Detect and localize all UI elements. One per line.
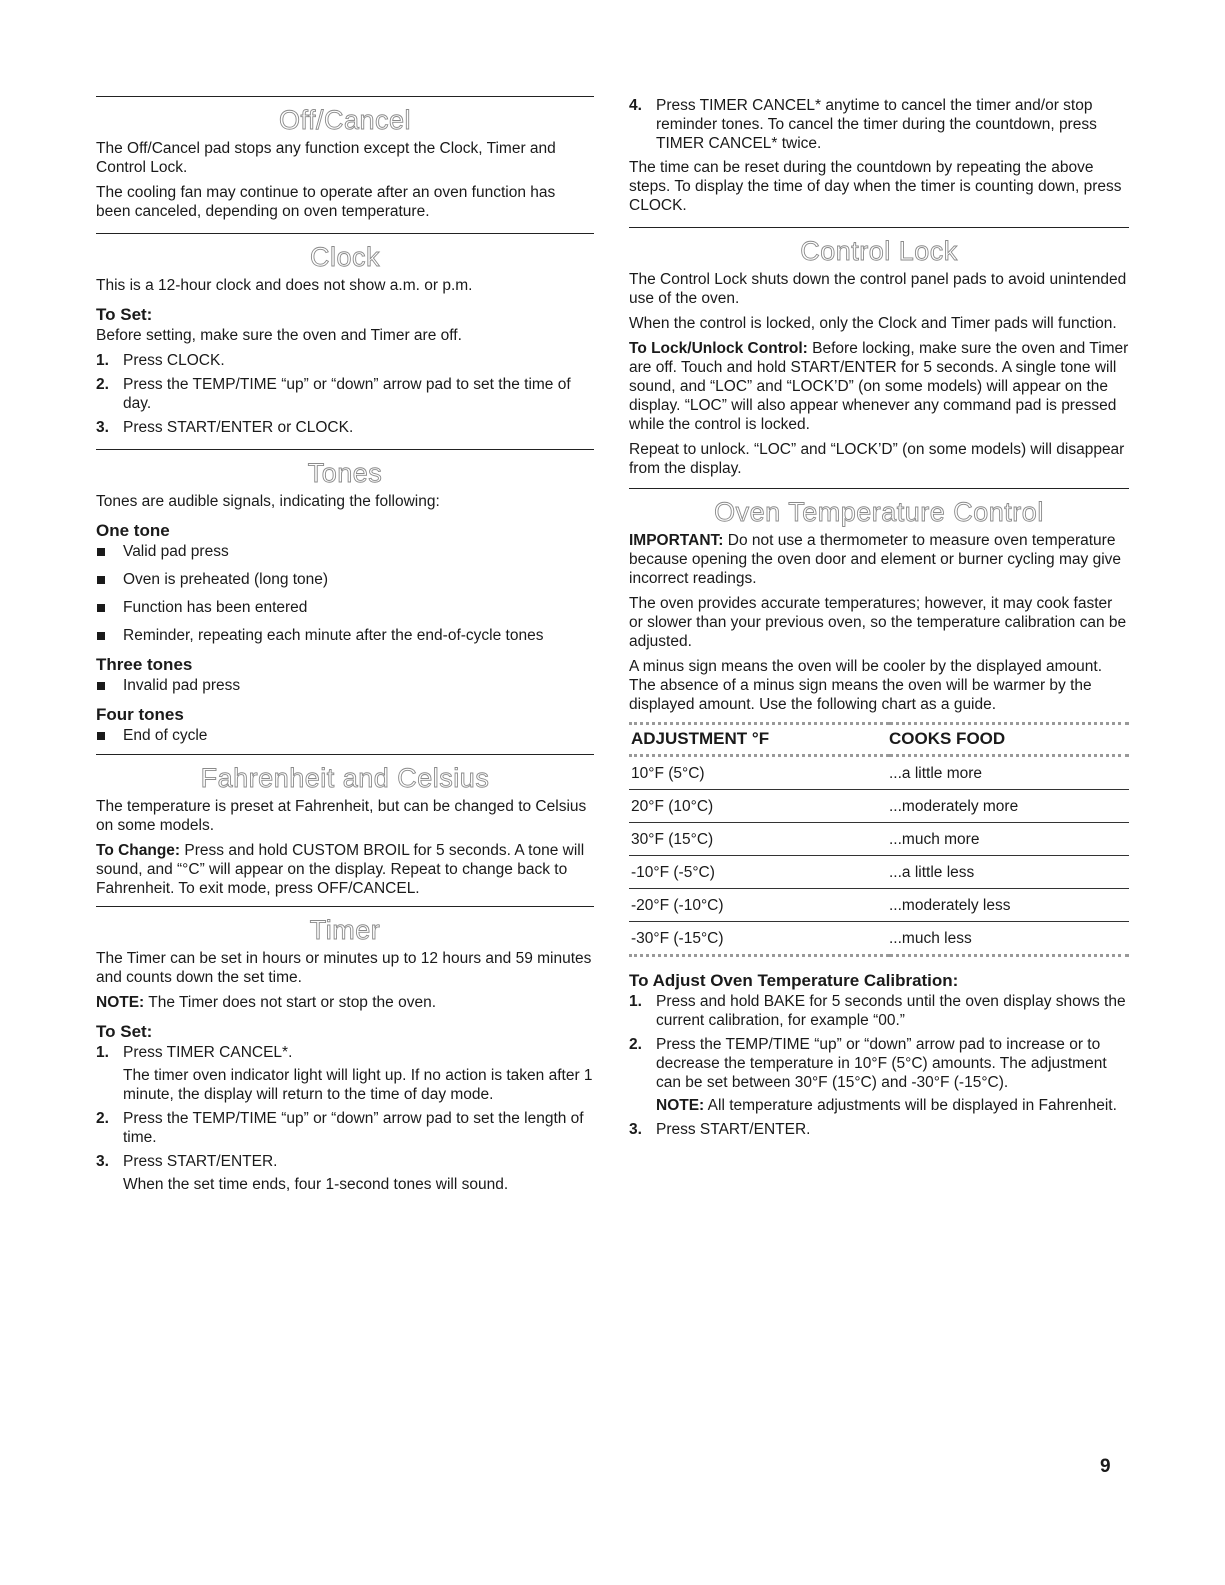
adjust-calibration-heading: To Adjust Oven Temperature Calibration:: [629, 971, 959, 990]
timer-step: [96, 1043, 594, 1104]
clock-paragraph-1: This is a 12-hour clock and does not show a.m. or p.m.: [96, 277, 473, 294]
page-number: 9: [1100, 1456, 1111, 1477]
list-item: [96, 676, 594, 695]
step-text: Press the TEMP/TIME “up” or “down” arrow pad to set the time of day.: [123, 376, 571, 412]
bullet-icon: [97, 682, 105, 690]
step-subtext: When the set time ends, four 1-second tones will sound.: [123, 1176, 509, 1193]
one-tone-list: [96, 542, 594, 645]
important-text: Do not use a thermometer to measure oven temperature because opening the oven door and element or burner cycling may give incorrect readings.: [629, 532, 1122, 587]
step-number: 3.: [96, 419, 109, 436]
clock-to-set-heading: To Set:: [96, 305, 153, 324]
calibration-step: [629, 1120, 1129, 1139]
table-row: [629, 823, 1129, 856]
step-text: Press the TEMP/TIME “up” or “down” arrow pad to increase or to decrease the temperature in 10°F (5°C) amounts. The adjustment can be set between 30°F (15°C) and -30°F (-15°C).: [656, 1036, 1107, 1091]
lock-unlock-label: To Lock/Unlock Control:: [629, 340, 808, 357]
four-tones-list: [96, 726, 594, 745]
clock-paragraph-2: Before setting, make sure the oven and Timer are off.: [96, 327, 462, 344]
note-label: NOTE:: [656, 1097, 705, 1114]
timer-paragraph-1: The Timer can be set in hours or minutes up to 12 hours and 59 minutes and counts down the set time.: [96, 950, 592, 986]
table-cell: ...much less: [889, 922, 1129, 956]
list-item-text: Valid pad press: [123, 543, 229, 560]
tones-heading: Tones: [307, 458, 383, 488]
section-divider: [96, 449, 594, 450]
offcancel-paragraph-1: The Off/Cancel pad stops any function except the Clock, Timer and Control Lock.: [96, 140, 556, 176]
control-lock-paragraph-1: The Control Lock shuts down the control panel pads to avoid unintended use of the oven.: [629, 271, 1127, 307]
step-number: 2.: [629, 1036, 642, 1053]
calibration-table: [629, 722, 1129, 957]
list-item: [96, 598, 594, 617]
lock-unlock-text: Before locking, make sure the oven and Timer are off. Touch and hold START/ENTER for 5 seconds. A single tone will sound, and “LOC” and “LOCK’D” (on some models) will appear on the display. “LOC” will also appear whenever any command pad is pressed while the control is locked.: [629, 340, 1129, 433]
table-row: [629, 922, 1129, 956]
section-divider: [96, 96, 594, 97]
fahrenheit-celsius-heading: Fahrenheit and Celsius: [200, 763, 490, 793]
step-subtext: The timer oven indicator light will light up. If no action is taken after 1 minute, the display will return to the time of day mode.: [123, 1067, 593, 1103]
table-cell: 10°F (5°C): [629, 756, 889, 790]
table-cell: -30°F (-15°C): [629, 922, 889, 956]
oven-temp-paragraph-2: A minus sign means the oven will be cooler by the displayed amount. The absence of a minus sign means the oven will be warmer by the displayed amount. Use the following chart as a guide.: [629, 658, 1103, 713]
list-item-text: Invalid pad press: [123, 677, 241, 694]
calibration-step: [629, 992, 1129, 1030]
oven-temp-paragraph-1: The oven provides accurate temperatures; however, it may cook faster or slower than your previous oven, so the temperature calibration can be adjusted.: [629, 595, 1127, 650]
timer-step: [96, 1109, 594, 1147]
left-column: [96, 96, 594, 1199]
table-row: [629, 790, 1129, 823]
list-item-text: Oven is preheated (long tone): [123, 571, 329, 588]
list-item-text: Function has been entered: [123, 599, 308, 616]
table-cell: ...a little more: [889, 756, 1129, 790]
section-divider: [96, 754, 594, 755]
timer-heading: Timer: [309, 915, 381, 945]
timer-steps-continued: [629, 96, 1129, 153]
table-row: [629, 889, 1129, 922]
offcancel-paragraph-2: The cooling fan may continue to operate after an oven function has been canceled, depending on oven temperature.: [96, 184, 556, 220]
oven-temperature-heading: Oven Temperature Control: [714, 497, 1044, 527]
list-item: [96, 626, 594, 645]
list-item-text: End of cycle: [123, 727, 208, 744]
clock-step: [96, 418, 594, 437]
fahrenheit-paragraph-1: The temperature is preset at Fahrenheit, but can be changed to Celsius on some models.: [96, 798, 587, 834]
step-text: Press TIMER CANCEL*.: [123, 1044, 293, 1061]
timer-step: [629, 96, 1129, 153]
step-number: 3.: [629, 1121, 642, 1138]
step-number: 1.: [629, 993, 642, 1010]
table-header-row: [629, 724, 1129, 756]
table-cell: -20°F (-10°C): [629, 889, 889, 922]
step-number: 3.: [96, 1153, 109, 1170]
to-change-text: Press and hold CUSTOM BROIL for 5 seconds. A tone will sound, and “°C” will appear on the display. Repeat to change back to Fahrenheit. To exit mode, press OFF/CANCEL.: [96, 842, 585, 897]
bullet-icon: [97, 632, 105, 640]
timer-step: [96, 1152, 594, 1194]
table-cell: ...a little less: [889, 856, 1129, 889]
timer-steps: [96, 1043, 594, 1194]
list-item-text: Reminder, repeating each minute after the end-of-cycle tones: [123, 627, 544, 644]
bullet-icon: [97, 576, 105, 584]
control-lock-paragraph-3: Repeat to unlock. “LOC” and “LOCK’D” (on some models) will disappear from the display.: [629, 441, 1125, 477]
control-lock-instructions: [629, 339, 1129, 434]
bullet-icon: [97, 732, 105, 740]
important-paragraph: [629, 531, 1129, 588]
step-number: 1.: [96, 1044, 109, 1061]
table-row: [629, 756, 1129, 790]
table-row: [629, 856, 1129, 889]
four-tones-heading: Four tones: [96, 705, 184, 724]
step-note: [656, 1096, 1129, 1115]
step-text: Press START/ENTER or CLOCK.: [123, 419, 354, 436]
table-cell: 20°F (10°C): [629, 790, 889, 823]
timer-reset-paragraph: The time can be reset during the countdown by repeating the above steps. To display the time of day when the timer is counting down, press CLOCK.: [629, 159, 1122, 214]
one-tone-heading: One tone: [96, 521, 170, 540]
fahrenheit-change-paragraph: [96, 841, 594, 898]
table-cell: 30°F (15°C): [629, 823, 889, 856]
section-divider: [96, 906, 594, 907]
column-header-adjustment: ADJUSTMENT °F: [629, 724, 889, 756]
calibration-step: [629, 1035, 1129, 1115]
control-lock-heading: Control Lock: [800, 236, 958, 266]
timer-note: [96, 993, 594, 1012]
list-item: [96, 726, 594, 745]
clock-step: [96, 351, 594, 370]
column-header-cooks-food: COOKS FOOD: [889, 724, 1129, 756]
step-number: 2.: [96, 1110, 109, 1127]
list-item: [96, 542, 594, 561]
to-change-label: To Change:: [96, 842, 181, 859]
table-cell: ...much more: [889, 823, 1129, 856]
step-text: Press and hold BAKE for 5 seconds until the oven display shows the current calibration, for example “00.”: [656, 993, 1126, 1029]
important-label: IMPORTANT:: [629, 532, 724, 549]
step-number: 1.: [96, 352, 109, 369]
section-divider: [96, 233, 594, 234]
step-number: 2.: [96, 376, 109, 393]
tones-paragraph-1: Tones are audible signals, indicating the following:: [96, 493, 440, 510]
step-text: Press START/ENTER.: [656, 1121, 811, 1138]
offcancel-heading: Off/Cancel: [278, 105, 412, 135]
step-number: 4.: [629, 97, 642, 114]
clock-steps: [96, 351, 594, 437]
three-tones-heading: Three tones: [96, 655, 193, 674]
control-lock-paragraph-2: When the control is locked, only the Clock and Timer pads will function.: [629, 315, 1117, 332]
table-cell: ...moderately more: [889, 790, 1129, 823]
table-cell: -10°F (-5°C): [629, 856, 889, 889]
note-text: The Timer does not start or stop the oven.: [148, 994, 437, 1011]
step-text: Press START/ENTER.: [123, 1153, 278, 1170]
section-divider: [629, 488, 1129, 489]
right-column: [629, 96, 1129, 1144]
step-text: Press TIMER CANCEL* anytime to cancel the timer and/or stop reminder tones. To cancel the timer during the countdown, press TIMER CANCEL* twice.: [656, 97, 1097, 152]
list-item: [96, 570, 594, 589]
clock-step: [96, 375, 594, 413]
note-label: NOTE:: [96, 994, 145, 1011]
step-text: Press CLOCK.: [123, 352, 225, 369]
timer-to-set-heading: To Set:: [96, 1022, 153, 1041]
bullet-icon: [97, 548, 105, 556]
clock-heading: Clock: [309, 242, 380, 272]
calibration-steps: [629, 992, 1129, 1139]
section-divider: [629, 227, 1129, 228]
table-cell: ...moderately less: [889, 889, 1129, 922]
three-tones-list: [96, 676, 594, 695]
step-text: Press the TEMP/TIME “up” or “down” arrow pad to set the length of time.: [123, 1110, 584, 1146]
bullet-icon: [97, 604, 105, 612]
note-text: All temperature adjustments will be displayed in Fahrenheit.: [707, 1097, 1117, 1114]
